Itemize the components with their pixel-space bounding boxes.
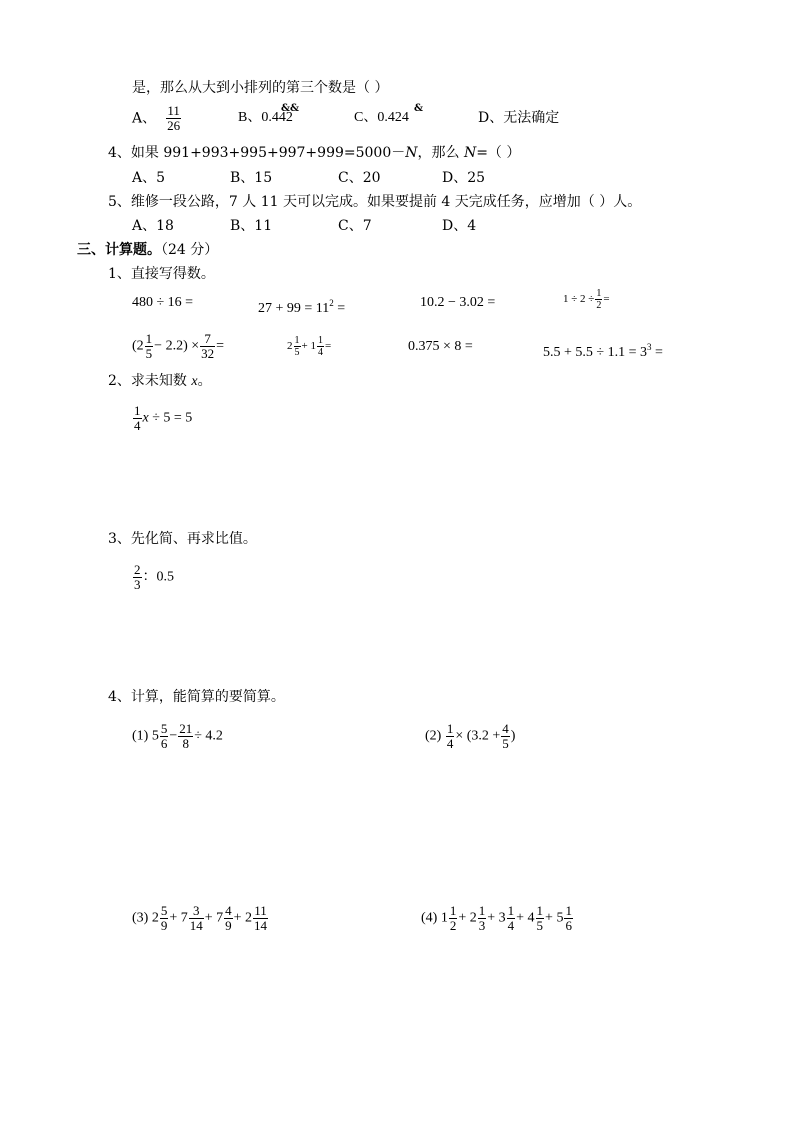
q5-stem: 5、维修一段公路，7 人 11 天可以完成。如果要提前 4 天完成任务，应增加（ ）人。 — [108, 194, 642, 210]
section-heading: 三、计算题。（24 分） — [77, 242, 219, 258]
q4-option-d: D、25 — [442, 170, 486, 186]
part2-title: 2、求未知数 x。 — [108, 373, 212, 389]
compute-1: (1) 5 $\frac{5}{6}$ − $\frac{21}{8}$ ÷ 4.2 — [132, 721, 223, 751]
q3-option-a: A、 $\frac{11}{26}$ — [132, 103, 181, 133]
q5-option-b: B、11 — [230, 218, 273, 234]
compute-2: (2) $\frac{1}{4}$ × (3.2 + $\frac{4}{5}$ ) — [425, 721, 516, 751]
q3-option-b: B、0.442 — [238, 110, 293, 125]
compute-3: (3) 2 $\frac{5}{9}$ + 7 $\frac{3}{14}$ + 7 $\frac{4}{9}$ + 2 $\frac{11}{14}$ — [132, 903, 268, 933]
repeating-dot-c: & — [414, 103, 424, 114]
q5-option-d: D、4 — [442, 218, 477, 234]
q4-option-b: B、15 — [230, 170, 273, 186]
calc-7: 0.375 × 8 = — [408, 339, 473, 354]
calc-3: 10.2 − 3.02 = — [420, 295, 496, 310]
compute-4: (4) 1 $\frac{1}{2}$ + 2 $\frac{1}{3}$ + 3 $\frac{1}{4}$ + 4 $\frac{1}{5}$ + 5 $\frac{1}{6}$ — [421, 903, 572, 933]
q3-option-c: C、0.424 — [354, 110, 409, 125]
q5-option-c: C、7 — [338, 218, 372, 234]
calc-8: $5.5 + 5.5 \div 1.1 = 3^3$ = — [543, 342, 663, 360]
calc-5: (2 $\frac{1}{5}$ − 2.2) × $\frac{7}{32}$ = — [132, 331, 225, 361]
part3-title: 3、先化简、再求比值。 — [108, 531, 257, 547]
q3-stem: 是，那么从大到小排列的第三个数是（ ） — [132, 80, 389, 96]
equation: $\frac{1}{4}$ x ÷ 5 = 5 — [134, 403, 193, 433]
calc-1: 480 ÷ 16 = — [132, 295, 194, 310]
repeating-dots-b: && — [281, 103, 300, 114]
calc-6: 2 $\frac{1}{5}$ + 1 $\frac{1}{4}$ = — [287, 335, 332, 358]
part4-title: 4、计算，能简算的要简算。 — [108, 689, 285, 705]
q3-option-d: D、无法确定 — [478, 110, 560, 126]
q4-stem: 4、如果 991+993+995+997+999=5000－N，那么 N=（ ） — [108, 145, 521, 161]
ratio-expression: $\frac{2}{3}$ ：0.5 — [134, 562, 174, 592]
q5-option-a: A、18 — [132, 218, 174, 234]
calc-4: 1 ÷ 2 ÷ $\frac{1}{2}$ = — [563, 288, 610, 311]
calc-2: $27 + 99 = 11^2$ = — [258, 298, 346, 316]
part1-title: 1、直接写得数。 — [108, 266, 215, 282]
q4-option-a: A、5 — [132, 170, 166, 186]
q4-option-c: C、20 — [338, 170, 381, 186]
